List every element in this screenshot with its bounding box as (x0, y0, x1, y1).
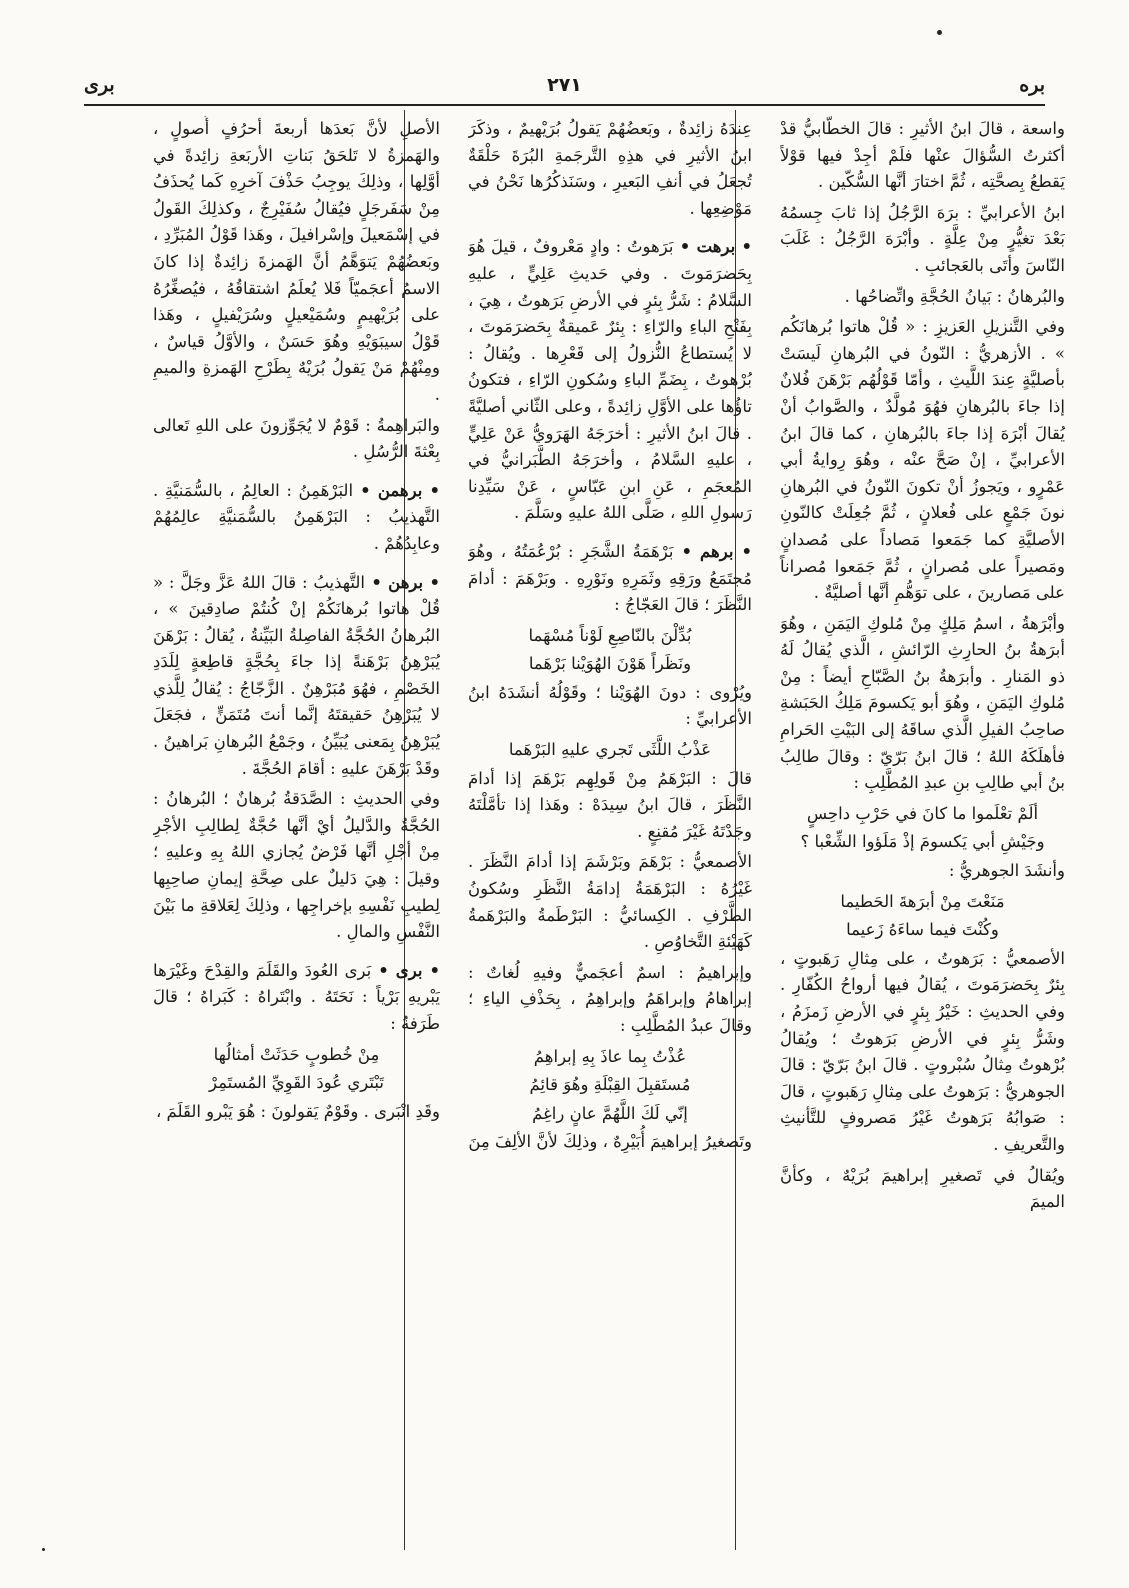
page-header (84, 74, 1045, 102)
paragraph: واسعة ، قالَ ابنُ الأثيرِ : قالَ الخطّابيُّ قدْ أكثرتُ السُّؤالَ عنْها فلَمْ أجِدْ فيها قوْلاً يَقطعُ بِصحَّتِه ، ثُمَّ اختارَ أنَّها السُّكّين . (780, 119, 1065, 192)
paragraph: الأصمعيُّ : بَرْهَمَ وبَرْشَمَ إذا أدامَ النَّظَرَ . غَيْرُهُ : البَرْهَمَةُ إدامَةُ النَّظَرِ وسُكونُ الطَّرْفِ . الكِسائيُّ : البَرْطَمةُ والبَرْهَمةُ كَهَيْئةِ التَّخاوُصِ . (468, 852, 752, 952)
verse-line: وكُنْتَ فيما ساءَهُ زَعيما (846, 920, 999, 940)
dictionary-entry: • برهم • بَرْهَمَةُ الشَّجَرِ : بُرْعُمَتُهُ ، وهُوَ مُجتَمَعُ ورَقِهِ وثَمَرِهِ ونَوْرِهِ . وبَرْهَمَ : أدامَ النَّظَرَ ؛ قالَ العَجّاجُ : (468, 541, 752, 615)
dictionary-entry: • برى • بَرى العُودَ والقَلَمَ والقِدْحَ وغَيْرَها يَبْريهِ بَرْياً : نَحَتَهُ . وابْتَراهُ : كَبَراهُ ؛ قالَ طَرَفةُ : (153, 960, 440, 1033)
entry-headword: • برى • (371, 960, 440, 980)
paragraph: الأصلِ لأنَّ بَعدَها أربعةَ أحرُفٍ أُصولٍ ، والهَمزةُ لا تَلحَقُ بَناتِ الأربَعةِ زائِدةً في أوَّلِها ، وذلِكَ يوجِبُ حَذْفَ آخرِهِ كَما يُحذَفُ مِنْ سَفَرجَلٍ فيُقالُ سُفَيْرِجٌ ، وكذلِكَ القَولُ في إسْمَعيلَ وإسْرافيلَ ، وهَذا قَوْلُ المُبَرِّدِ ، وبَعضُهُمْ يَتوَهَّمُ أنَّ الهَمزةَ زائِدةٌ إذا كانَ الاسمُ أعجَميّاً فَلا يُعلَمُ اشتقاقُهُ ، فيُصغِّرُهُ على بُرَيْهيمٍ وسُمَيْعيلٍ وسُرَيْفيلٍ ، وهَذا قَوْلُ سيبَوَيْهِ وهُوَ حَسَنٌ ، والأوَّلُ قياسٌ ، ومِنْهُمْ مَنْ يَقولُ بُرَيْهٌ بِطَرْحِ الهَمزةِ والميمِ . (153, 119, 440, 404)
running-head-left: برى (84, 74, 115, 96)
paragraph: وأبْرَهةُ ، اسمُ مَلِكٍ مِنْ مُلوكِ اليَمَنِ ، وهُوَ أبرَهةُ بنُ الحارِثِ الرّائشِ ، الَّذي يُقالُ لَهُ ذو المَنارِ . وأبرَهةُ بنُ الصَّبّاحِ أيضاً : مِنْ مُلوكِ اليَمَنِ ، وهُوَ أبو يَكسومَ مَلِكُ الحَبَشةِ صاحِبُ الفيلِ الَّذي ساقَهُ إلى البَيْتِ الحَرامِ فأهلَكَهُ اللهُ ؛ قالَ ابنُ بَرّيّ : وقالَ طالِبُ بنُ أبي طالِبِ بنِ عبدِ المُطَّلِبِ : (780, 613, 1065, 793)
verse-line: ألَمْ تعْلَموا ما كانَ في حَرْبِ داحِسٍ (806, 803, 1039, 823)
running-head-right: بره (1019, 74, 1045, 96)
column-middle (468, 116, 752, 1561)
verse-line: ونَظَراً هَوْنَ الهُوَيْنا بَرْهَما (528, 654, 692, 674)
paragraph: وإبراهيمُ : اسمٌ أعجَميٌّ وفيهِ لُغاتٌ : إبراهامُ وإبراهَمُ وإبراهِمُ ، بِحَذْفِ الياءِ ؛ وقالَ عبدُ المُطَّلِبِ : (468, 962, 752, 1035)
verse-line: تَبْتَري عُودَ القَوِيِّ المُستَمِرْ (209, 1073, 384, 1093)
header-rule (84, 104, 1045, 106)
paragraph: ابنُ الأعرابيِّ : برَهَ الرَّجُلُ إذا ثابَ جِسمُهُ بَعْدَ تغيُّرٍ مِنْ عِلَّةٍ . وأبْرَهَ الرَّجُلُ : غَلَبَ النّاسَ وأتَى بالعَجائبِ . (780, 202, 1065, 275)
page-number: ٢٧١ (547, 74, 582, 96)
verse-line: مُستَقبِلَ القِبْلَةِ وهُوَ قائِمُ (529, 1075, 691, 1095)
paragraph: وفي التَّنزيلِ العَزيزِ : « قُلْ هاتوا بُرهانَكُم » . الأزهريُّ : النّونُ في البُرهانِ لَيسَتْ بأصليَّةٍ عِندَ اللَّيثِ ، وأمّا قَوْلُهُم بَرْهَنَ فُلانٌ إذا جاءَ بالبُرهانِ فهُوَ مُولَّدٌ ، والصَّوابُ أنْ يُقالَ أبْرَهَ إذا جاءَ بالبُرهانِ ، كما قالَ ابنُ الأعرابيِّ ، إنْ صَحَّ عنْه ، وهُوَ رِوايةُ أبي عَمْرٍو ، ويَجوزُ أنْ تكونَ النّونُ في البُرهانِ نونَ جَمْعٍ على فُعلانٍ ، ثُمَّ جُعِلَتْ كالنّونِ الأصليَّةِ كما جَمَعوا مَصاداً على مُصدانٍ ومَصيراً على مُصرانٍ ، ثُمَّ جَمَعوا مُصراناً على مَصارينَ ، على توَهُّمِ أنَّها أصليَّةٌ . (780, 317, 1065, 603)
paragraph: والبَراهِمةُ : قَوْمٌ لا يُجَوِّزونَ على اللهِ تَعالى بِعْثةَ الرُّسُلِ . (153, 415, 440, 462)
paragraph: ويُقالُ في تَصغيرِ إبراهيمَ بُرَيْهٌ ، وكأنَّ الميمَ (780, 1165, 1065, 1212)
paragraph: والبُرهانُ : بَيانُ الحُجَّةِ واتِّضاحُها . (844, 286, 1065, 306)
column-right (780, 116, 1065, 1561)
column-left (153, 116, 440, 1561)
paragraph: الأصمعيُّ : بَرَهوتُ ، على مِثالِ رَهَبوتٍ ، بِئرٌ بِحَضرَمَوتَ ، يُقالُ فيها أرواحُ الكُفّارِ . وفي الحديثِ : خَيْرُ بِئرٍ في الأرضِ زَمزَمُ ، وشَرُّ بِئرٍ في الأرضِ بَرَهوتُ ؛ ويُقالُ بُرْهوتُ مِثالُ سُبْروتٍ . قالَ ابنُ بَرّيّ : قالَ الجوهريُّ : بَرَهوتُ على مِثالِ رَهَبوتٍ ، قالَ : صَوابُهُ بَرَهوتُ غَيْرُ مَصروفٍ للتَّأنيثِ والتَّعريفِ . (780, 948, 1065, 1154)
paragraph: ويُرْوى : دونَ الهُوَيْنا ؛ وقَوْلُهُ أنشَدَهُ ابنُ الأعرابيِّ : (468, 682, 752, 729)
verse-line: عَذْبُ اللَّثَى تَجري عليهِ البَرْهَما (508, 740, 712, 760)
verse-line: مِنْ خُطوبٍ حَدَثَتْ أمثالُها (213, 1044, 380, 1064)
dictionary-entry: • برهت • بَرَهوتُ : وادٍ مَعْروفٌ ، قيلَ هُوَ بِحَضرَمَوتَ . وفي حَديثِ عَلِيٍّ ، عليهِ السَّلامُ : شَرُّ بِئرٍ في الأرضِ بَرَهوتُ ، هِيَ ، بِفَتْحِ الباءِ والرّاءِ : بِئرٌ عَميقةٌ بِحَضرَمَوتَ ، لا يُستطاعُ النُّزولُ إلى قَعْرِها . ويُقالُ : بُرْهوتُ ، بِضَمِّ الباءِ وسُكونِ الرّاءِ ، فتكونُ تاؤُها على الأوَّلِ زائِدةً ، وعلى الثّاني أصليَّةً . قالَ ابنُ الأثيرِ : أخرَجَهُ الهَرَويُّ عَنْ عَلِيٍّ ، عليهِ السَّلامُ ، وأخرَجَهُ الطَّبَرانيُّ في المُعجَمِ ، عَنِ ابنِ عَبّاسٍ ، عَنْ سَيِّدِنا رَسولِ اللهِ ، صَلَّى اللهُ عليهِ وسَلَّمَ . (468, 237, 752, 523)
dictionary-entry: • برهمن • البَرْهَمِنُ : العالِمُ ، بالسُّمَنيَّةِ . التَّهذيبُ : البَرْهَمِنُ بالسُّمَنيَّةِ عالِمُهُمْ وعابِدُهُمْ . (153, 480, 440, 553)
dictionary-entry: • برهن • التَّهذيبُ : قالَ اللهُ عَزَّ وجَلَّ : « قُلْ هاتوا بُرهانَكُمْ إنْ كُنتُمْ صادِقينَ » ، البُرهانُ الحُجَّةُ الفاصِلةُ البَيِّنةُ ، يُقالُ : بَرْهَنَ يُبَرْهِنُ بَرْهَنةً إذا جاءَ بِحُجَّةٍ قاطِعةٍ لِلَدَدِ الخَصْمِ ، فهُوَ مُبَرْهِنٌ . الزَّجّاجُ : يُقالُ لِلَّذي لا يُبَرْهِنُ حَقيقتَهُ إنَّما أنتَ مُتَمَنٍّ ، فجَعَلَ يُبَرْهِنُ بِمَعنى يُبَيِّنُ ، وجَمْعُ البُرهانِ بَراهينُ . وقَدْ بَرْهَنَ عليهِ : أقامَ الحُجَّةَ . (153, 572, 440, 778)
verse-line: بُدِّلْنَ بالنّاصِعِ لَوْناً مُسْهَما (528, 625, 692, 645)
paragraph: قالَ : البَرْهَمُ مِنْ قَولِهِم بَرْهَمَ إذا أدامَ النَّظَرَ ، قالَ ابنُ سِيدَهْ : وهَذا إذا تأمَّلْتَهُ وجَدْتَهُ غَيْرَ مُقنِعٍ . (468, 768, 752, 841)
entry-headword: • برهن • (365, 572, 440, 592)
paragraph: وأنشَدَ الجوهريُّ : (948, 861, 1065, 881)
entry-headword: • برهمن • (353, 480, 440, 500)
verse-line: إنّي لَكَ اللَّهُمَّ عانٍ راغِمُ (532, 1103, 688, 1123)
paragraph: وفي الحديثِ : الصَّدَقةُ بُرهانٌ ؛ البُرهانُ : الحُجَّةُ والدَّليلُ أيْ أنَّها حُجَّةٌ لِطالِبِ الأجْرِ مِنْ أجْلِ أنَّها فَرْضٌ يُجازي اللهُ بِهِ وعليهِ ؛ وقيلَ : هِيَ دَليلٌ على صِحَّةِ إيمانِ صاحِبِها لِطيبِ نَفْسِهِ بإخراجِها ، وذلِكَ لِعَلاقةِ ما بَيْنَ النَّفْسِ والمالِ . (153, 789, 440, 942)
verse-line: مَنَعْتَ مِنْ أبرَهةَ الحَطيما (840, 891, 1005, 911)
paragraph: وقَدِ انْبَرى . وقَوْمٌ يَقولونَ : هُوَ يَبْرو القَلَمَ ، (155, 1101, 440, 1121)
paragraph: وتَصغيرُ إبراهيمَ أُبَيْرِهٌ ، وذلِكَ لأنَّ الألِفَ مِنَ (468, 1132, 752, 1152)
verse-line: وجَيْشِ أبي يَكسومَ إذْ مَلَؤوا الشِّعْبا ؟ (800, 832, 1045, 852)
verse-line: عُذْتُ بِما عاذَ بِهِ إبراهِمُ (533, 1046, 687, 1066)
entry-headword: • برهت • (673, 237, 752, 257)
ink-speck (937, 30, 942, 35)
ink-speck (42, 1548, 45, 1551)
entry-headword: • برهم • (673, 541, 752, 561)
paragraph: عِندَهُ زائِدةٌ ، وبَعضُهُمْ يَقولُ بُرَيْهيمٌ ، وذكَرَ ابنُ الأثيرِ في هذِهِ التَّرجَمةِ البُرَةَ حَلْقَةٌ تُجعَلُ في أنفِ البَعيرِ ، وسَنَذكُرُها نَحْنُ في مَوْضِعِها . (468, 119, 752, 218)
